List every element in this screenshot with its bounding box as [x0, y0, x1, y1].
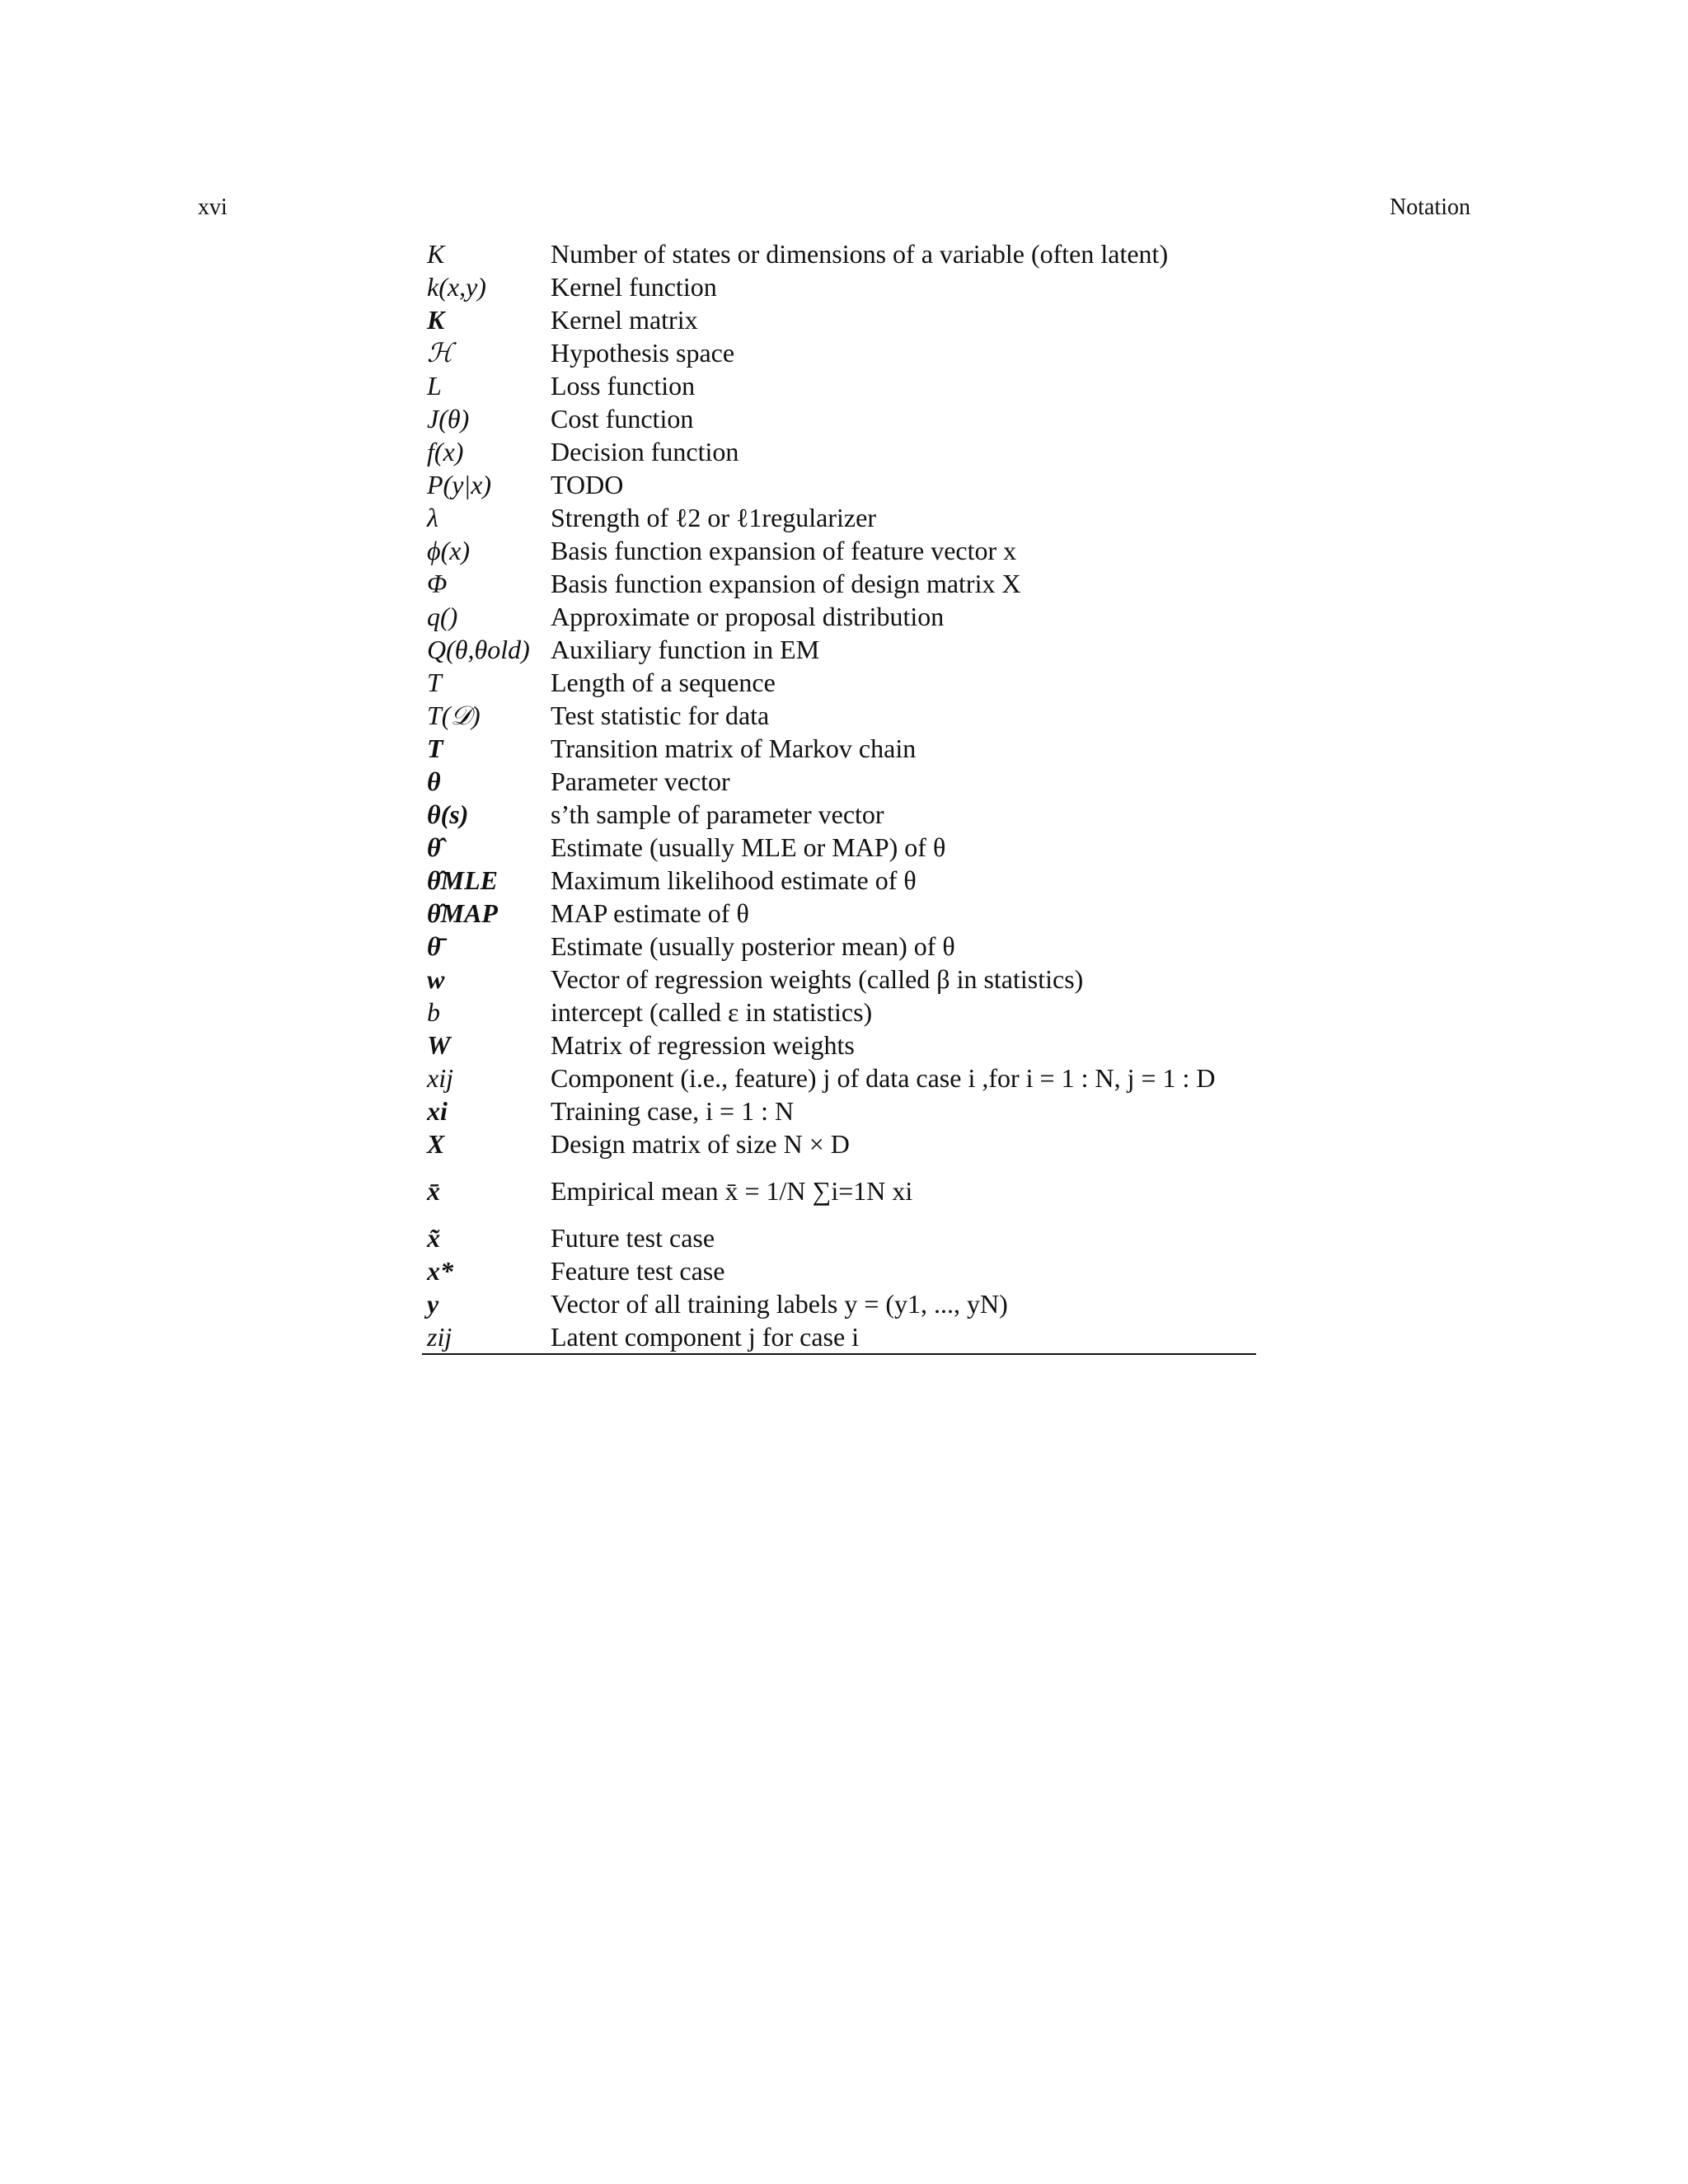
notation-table	[422, 237, 1256, 1355]
notation-description: Basis function expansion of design matrix X	[551, 569, 1021, 598]
page-number: xvi	[198, 194, 227, 220]
notation-row	[422, 864, 1256, 897]
notation-description: Feature test case	[551, 1256, 725, 1286]
notation-symbol: θ(s)	[427, 799, 469, 829]
notation-symbol: f(x)	[427, 437, 464, 466]
notation-symbol: L	[427, 371, 442, 401]
notation-symbol: b	[427, 997, 440, 1027]
notation-row	[422, 1287, 1256, 1320]
notation-description: MAP estimate of θ	[551, 898, 749, 928]
notation-description: Empirical mean x̄ = 1/N ∑i=1N xi	[551, 1176, 913, 1206]
notation-row	[422, 501, 1256, 534]
notation-symbol: xij	[427, 1063, 453, 1093]
notation-row	[422, 666, 1256, 699]
notation-description: Transition matrix of Markov chain	[551, 733, 917, 763]
notation-symbol: Φ	[427, 569, 448, 598]
notation-symbol: T(𝒟)	[427, 701, 481, 730]
notation-row	[422, 699, 1256, 732]
notation-description: Loss function	[551, 371, 696, 401]
notation-row	[422, 831, 1256, 864]
notation-row	[422, 468, 1256, 501]
notation-description: Kernel function	[551, 272, 717, 302]
notation-row	[422, 534, 1256, 567]
notation-symbol: q()	[427, 602, 458, 631]
notation-symbol: x̄	[427, 1176, 440, 1206]
notation-symbol: W	[427, 1030, 451, 1060]
notation-description: Vector of all training labels y = (y1, ..., yN)	[551, 1289, 1008, 1319]
notation-row	[422, 402, 1256, 435]
notation-symbol: θ̂MLE	[427, 865, 498, 895]
notation-description: Test statistic for data	[551, 701, 770, 730]
notation-row	[422, 1094, 1256, 1127]
notation-row	[422, 798, 1256, 831]
notation-description: Estimate (usually MLE or MAP) of θ	[551, 832, 946, 862]
notation-symbol: θ̄	[427, 931, 441, 961]
notation-description: Future test case	[551, 1223, 715, 1253]
notation-symbol: θ̂	[427, 832, 441, 862]
notation-description: Latent component j for case i	[551, 1320, 1256, 1354]
notation-description: Vector of regression weights (called β in statistics)	[551, 964, 1084, 994]
notation-symbol: P(y|x)	[427, 470, 492, 499]
notation-row	[422, 237, 1256, 270]
notation-description: Component (i.e., feature) j of data case i ,for i = 1 : N, j = 1 : D	[551, 1063, 1216, 1093]
notation-table-body	[422, 237, 1256, 1354]
notation-description: s’th sample of parameter vector	[551, 799, 884, 829]
notation-row	[422, 369, 1256, 402]
notation-row	[422, 765, 1256, 798]
notation-description: Matrix of regression weights	[551, 1030, 855, 1060]
notation-row	[422, 303, 1256, 336]
notation-row	[422, 897, 1256, 930]
notation-description: intercept (called ε in statistics)	[551, 997, 873, 1027]
notation-symbol: Q(θ,θold)	[427, 635, 530, 664]
notation-symbol: ϕ(x)	[427, 536, 471, 565]
notation-symbol: x*	[427, 1256, 453, 1286]
notation-description: Length of a sequence	[551, 668, 776, 697]
notation-description: Basis function expansion of feature vector x	[551, 536, 1017, 565]
notation-symbol: w	[427, 964, 445, 994]
notation-description: Estimate (usually posterior mean) of θ	[551, 931, 955, 961]
notation-description: Kernel matrix	[551, 305, 698, 335]
notation-symbol: J(θ)	[427, 404, 470, 434]
notation-row	[422, 732, 1256, 765]
notation-symbol: θ̂MAP	[427, 898, 498, 928]
notation-row	[422, 1254, 1256, 1287]
notation-symbol: K	[427, 239, 445, 269]
notation-row	[422, 1062, 1256, 1094]
notation-symbol: k(x,y)	[427, 272, 486, 302]
notation-description: Number of states or dimensions of a variable (often latent)	[551, 239, 1169, 269]
notation-row	[422, 1320, 1256, 1354]
notation-row	[422, 600, 1256, 633]
notation-row	[422, 435, 1256, 468]
notation-description: Auxiliary function in EM	[551, 635, 820, 664]
notation-description: Approximate or proposal distribution	[551, 602, 945, 631]
notation-row	[422, 1029, 1256, 1062]
notation-symbol: xi	[427, 1096, 448, 1126]
notation-description: TODO	[551, 470, 624, 499]
notation-row	[422, 1127, 1256, 1160]
notation-description: Training case, i = 1 : N	[551, 1096, 795, 1126]
notation-row	[422, 633, 1256, 666]
notation-description: Hypothesis space	[551, 338, 735, 368]
notation-description: Maximum likelihood estimate of θ	[551, 865, 917, 895]
notation-description: Cost function	[551, 404, 694, 434]
notation-row	[422, 270, 1256, 303]
notation-symbol: K	[427, 305, 445, 335]
notation-description: Design matrix of size N × D	[551, 1129, 850, 1159]
notation-row	[422, 930, 1256, 963]
notation-description: Parameter vector	[551, 766, 730, 796]
notation-symbol: λ	[427, 503, 438, 532]
notation-symbol: x̃	[427, 1223, 440, 1253]
notation-row	[422, 1221, 1256, 1254]
notation-row	[422, 963, 1256, 996]
notation-row	[422, 336, 1256, 369]
notation-row	[422, 996, 1256, 1029]
notation-row	[422, 1160, 1256, 1221]
notation-symbol: T	[427, 733, 443, 763]
notation-symbol: y	[427, 1289, 439, 1319]
running-title: Notation	[1390, 194, 1470, 220]
notation-symbol: θ	[427, 766, 441, 796]
notation-symbol: zij	[422, 1320, 551, 1354]
notation-symbol: X	[427, 1129, 445, 1159]
page-header	[198, 191, 1470, 224]
notation-description: Strength of ℓ2 or ℓ1regularizer	[551, 503, 876, 532]
notation-row	[422, 567, 1256, 600]
notation-description: Decision function	[551, 437, 739, 466]
notation-symbol: T	[427, 668, 442, 697]
notation-symbol: ℋ	[427, 338, 453, 368]
